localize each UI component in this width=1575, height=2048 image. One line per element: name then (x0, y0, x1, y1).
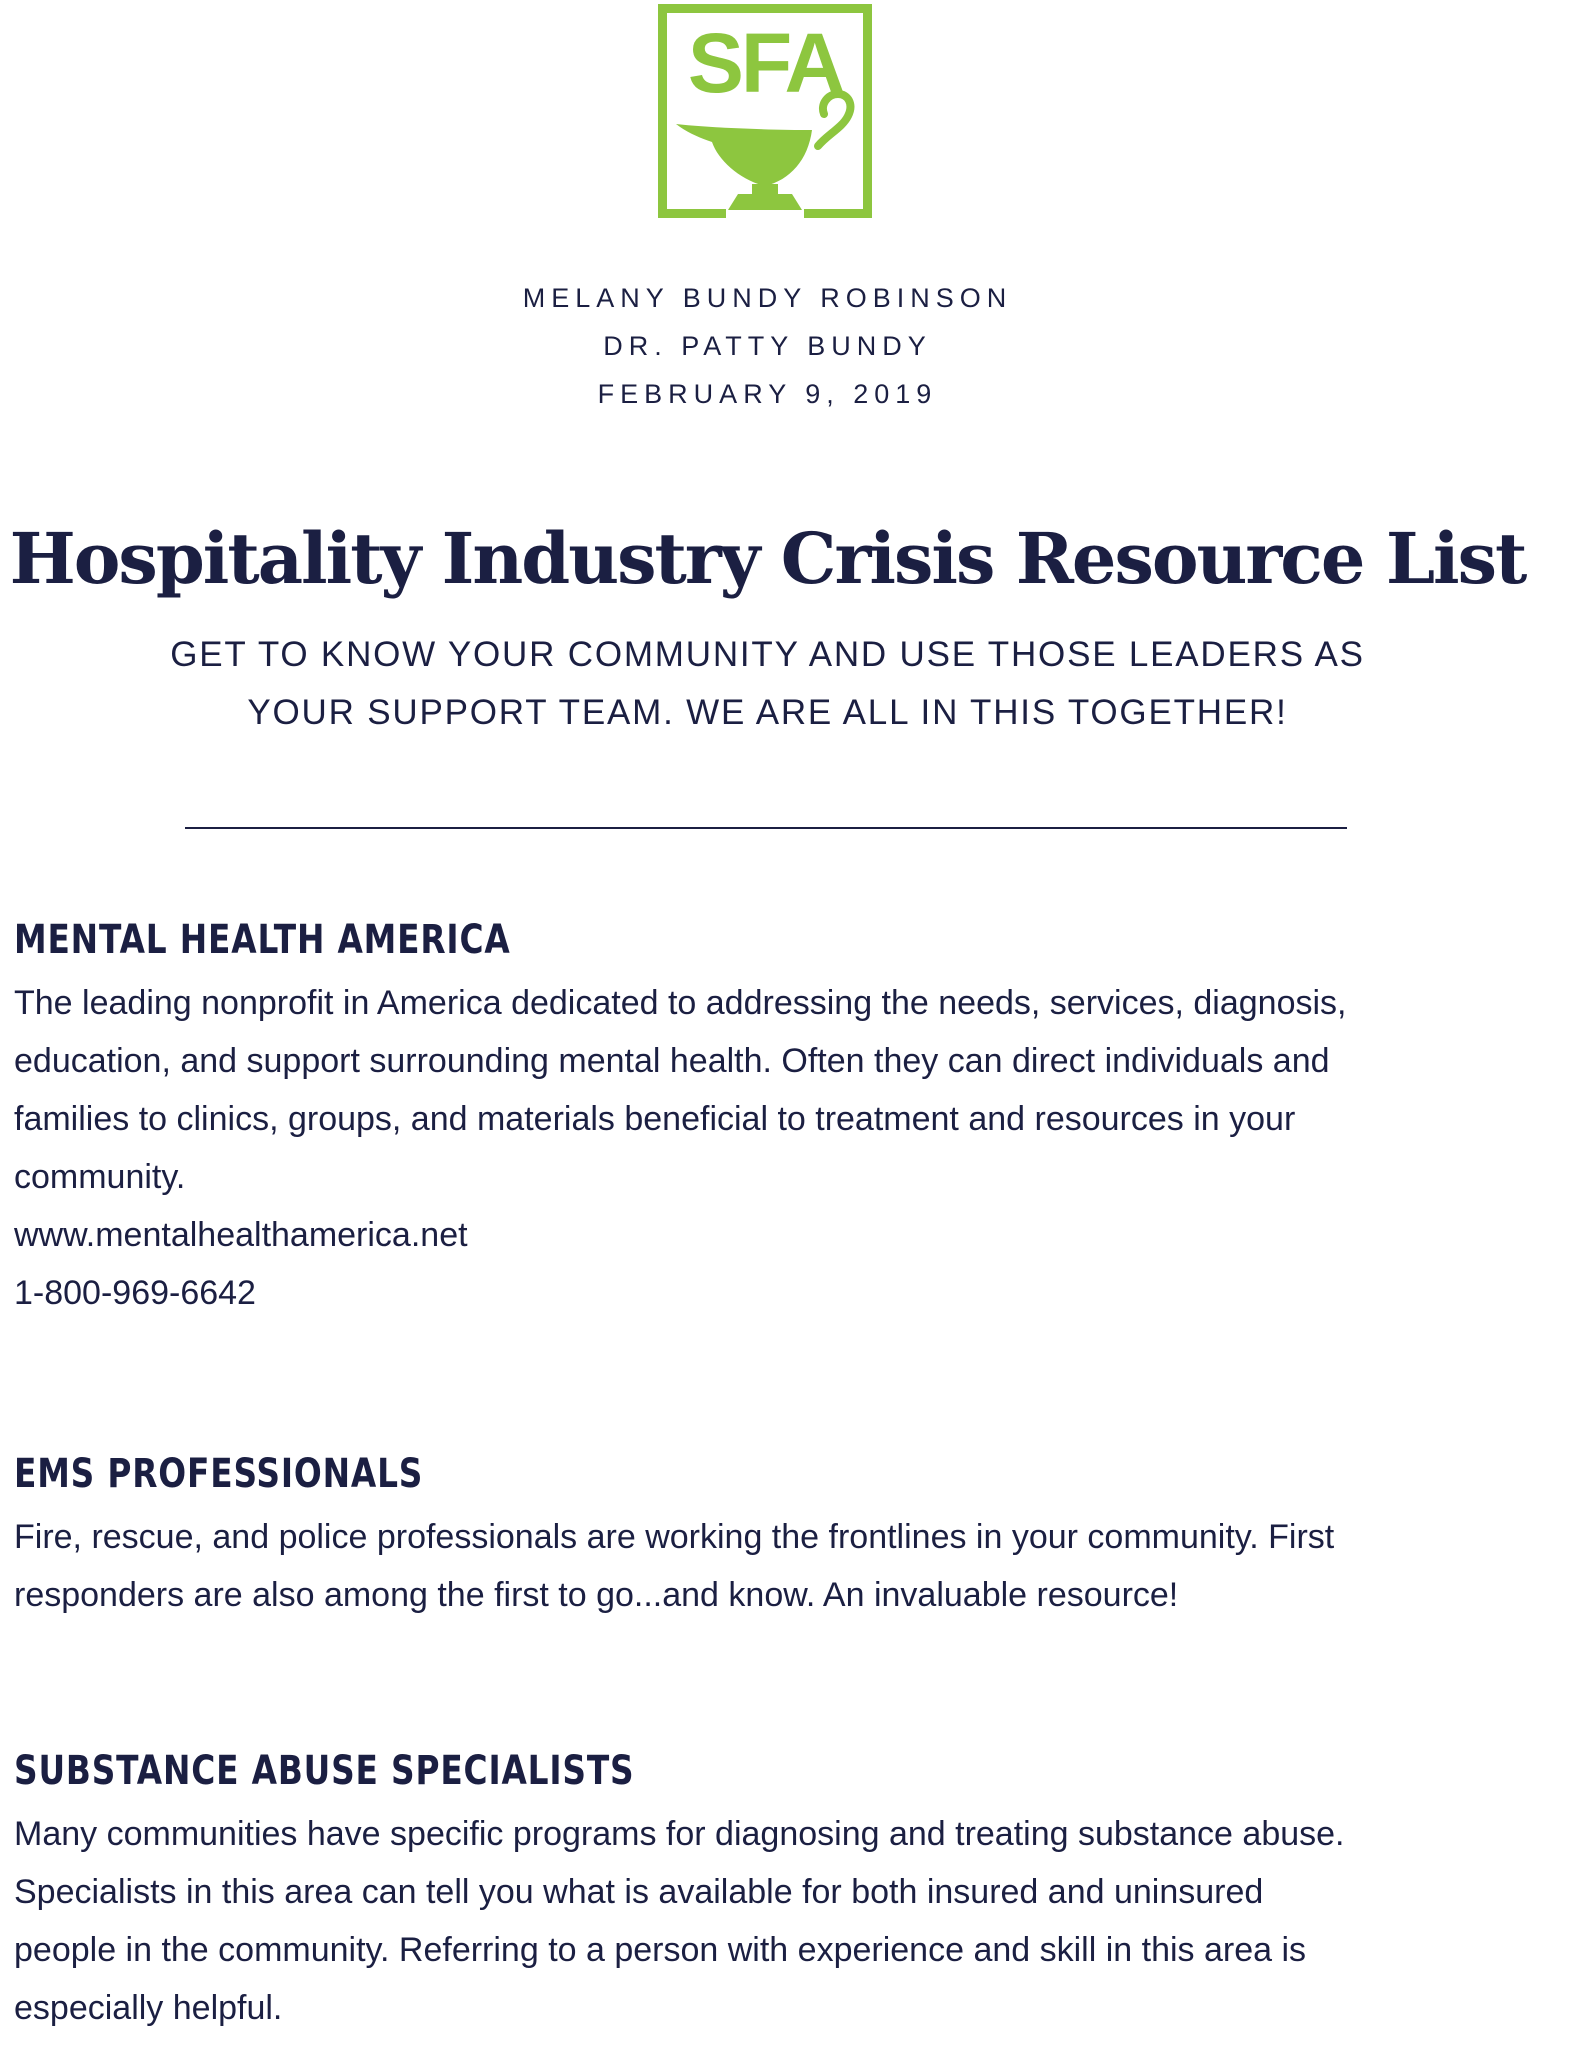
section-body (14, 1508, 1554, 1624)
sfa-logo (652, 0, 878, 224)
body-line: people in the community. Referring to a person with experience and skill in this area is (14, 1931, 1307, 1969)
body-line: education, and support surrounding mental health. Often they can direct individuals and (14, 1042, 1330, 1080)
body-line: The leading nonprofit in America dedicated to addressing the needs, services, diagnosis, (14, 984, 1347, 1022)
body-line: especially helpful. (14, 1989, 283, 2027)
section-ems-professionals (14, 1444, 1554, 1624)
divider (185, 827, 1347, 829)
subtitle-line: YOUR SUPPORT TEAM. WE ARE ALL IN THIS TOGETHER! (247, 693, 1288, 732)
section-heading: EMS PROFESSIONALS (14, 1451, 424, 1497)
subtitle (0, 626, 1535, 742)
section-substance-abuse-specialists (14, 1741, 1554, 2037)
section-heading: SUBSTANCE ABUSE SPECIALISTS (14, 1748, 635, 1794)
author-name: DR. PATTY BUNDY (603, 331, 932, 361)
phone-number: 1-800-969-6642 (14, 1274, 256, 1312)
body-line: community. (14, 1158, 186, 1196)
logo-text: SFA (687, 16, 843, 110)
body-line: responders are also among the first to go...and know. An invaluable resource! (14, 1576, 1179, 1614)
body-line: Specialists in this area can tell you what is available for both insured and uninsured (14, 1873, 1264, 1911)
author-block (0, 274, 1535, 418)
body-line: Fire, rescue, and police professionals are working the frontlines in your community. First (14, 1518, 1335, 1556)
section-heading: MENTAL HEALTH AMERICA (14, 917, 511, 963)
body-line: families to clinics, groups, and materials beneficial to treatment and resources in your (14, 1100, 1296, 1138)
website-link[interactable]: www.mentalhealthamerica.net (14, 1216, 468, 1254)
section-body (14, 1805, 1554, 2037)
author-name: MELANY BUNDY ROBINSON (522, 283, 1013, 313)
document-date: FEBRUARY 9, 2019 (597, 379, 938, 409)
subtitle-line: GET TO KNOW YOUR COMMUNITY AND USE THOSE LEADERS AS (170, 635, 1365, 674)
section-mental-health-america (14, 910, 1554, 1322)
body-line: Many communities have specific programs for diagnosing and treating substance abuse. (14, 1815, 1345, 1853)
page-title: Hospitality Industry Crisis Resource List (9, 517, 1526, 600)
gravy-boat-icon (676, 94, 850, 210)
section-body (14, 974, 1554, 1322)
